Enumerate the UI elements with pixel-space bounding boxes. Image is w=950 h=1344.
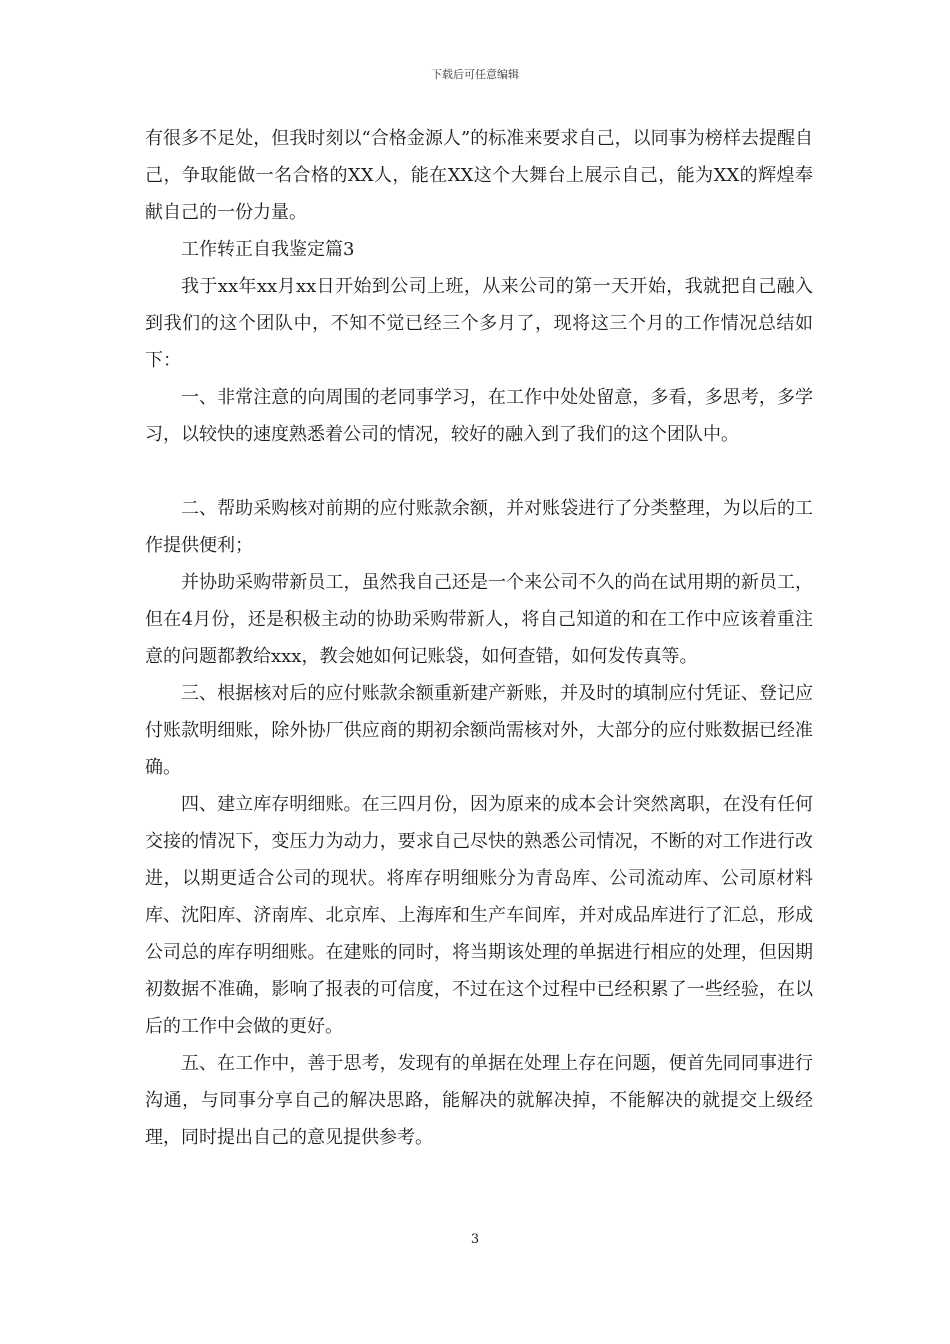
paragraph-item-1: 一、非常注意的向周围的老同事学习，在工作中处处留意，多看，多思考，多学习，以较快的速度熟悉着公司的情况，较好的融入到了我们的这个团队中。 <box>145 387 813 445</box>
paragraph-item-2-detail: 并协助采购带新员工，虽然我自己还是一个来公司不久的尚在试用期的新员工，但在4月份，还是积极主动的协助采购带新人，将自己知道的和在工作中应该着重注意的问题都教给xxx，教会她如何记账袋，如何查错，如何发传真等。 <box>145 572 813 667</box>
document-body <box>145 120 813 1156</box>
paragraph-item-5: 五、在工作中，善于思考，发现有的单据在处理上存在问题，便首先同同事进行沟通，与同事分享自己的解决思路，能解决的就解决掉，不能解决的就提交上级经理，同时提出自己的意见提供参考。 <box>145 1053 813 1148</box>
paragraph-intro: 我于xx年xx月xx日开始到公司上班，从来公司的第一天开始，我就把自己融入到我们的这个团队中，不知不觉已经三个多月了，现将这三个月的工作情况总结如下： <box>145 276 813 371</box>
section-heading: 工作转正自我鉴定篇3 <box>181 239 355 260</box>
page-number: 3 <box>470 1232 480 1247</box>
paragraph-item-2: 二、帮助采购核对前期的应付账款余额，并对账袋进行了分类整理，为以后的工作提供便利； <box>145 498 813 556</box>
paragraph-item-3: 三、根据核对后的应付账款余额重新建产新账，并及时的填制应付凭证、登记应付账款明细账，除外协厂供应商的期初余额尚需核对外，大部分的应付账数据已经准确。 <box>145 683 813 778</box>
page-header: 下载后可任意编辑 <box>431 68 519 81</box>
paragraph-continued: 有很多不足处，但我时刻以“合格金源人”的标准来要求自己，以同事为榜样去提醒自己，争取能做一名合格的XX人，能在XX这个大舞台上展示自己，能为XX的辉煌奉献自己的一份力量。 <box>145 128 813 223</box>
paragraph-item-4: 四、建立库存明细账。在三四月份，因为原来的成本会计突然离职，在没有任何交接的情况下，变压力为动力，要求自己尽快的熟悉公司情况，不断的对工作进行改进，以期更适合公司的现状。将库存明细账分为青岛库、公司流动库、公司原材料库、沈阳库、济南库、北京库、上海库和生产车间库，并对成品库进行了汇总，形成公司总的库存明细账。在建账的同时，将当期该处理的单据进行相应的处理，但因期初数据不准确，影响了报表的可信度，不过在这个过程中已经积累了一些经验，在以后的工作中会做的更好。 <box>145 794 813 1037</box>
